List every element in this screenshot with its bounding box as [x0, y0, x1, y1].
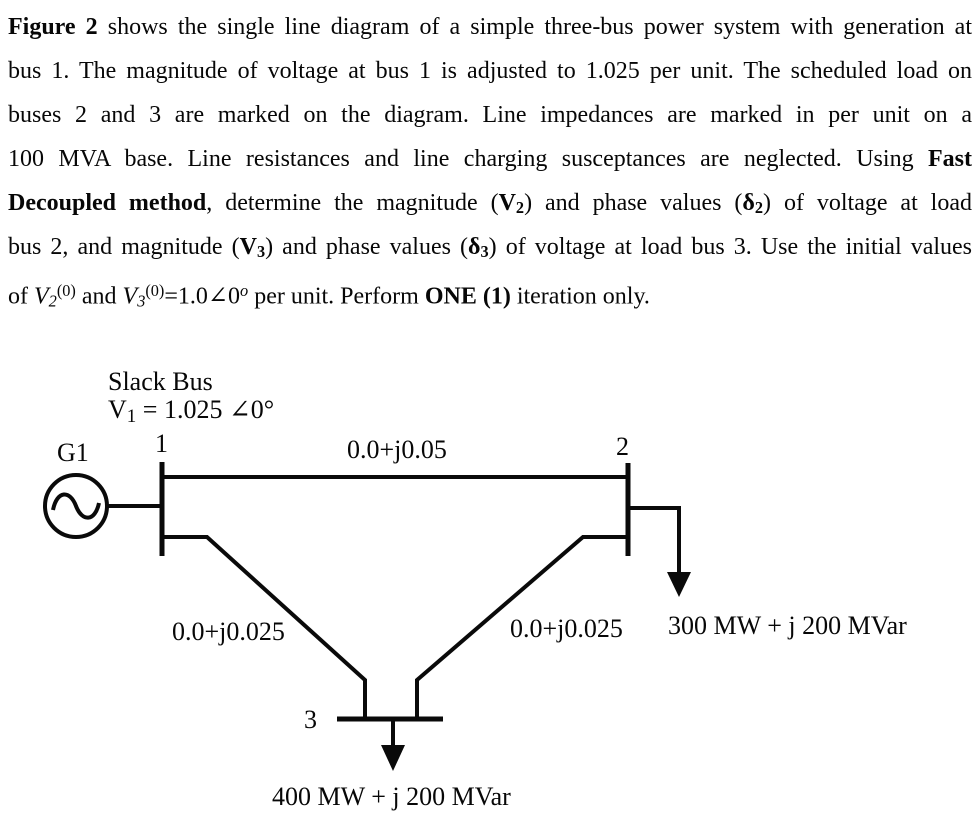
- problem-line-6: bus 2, and magnitude (V3) and phase values (δ3) of voltage at load bus 3. Use the initial values: [8, 234, 973, 261]
- problem-line-7: of V2$^{(0)}$ and $V3^{(0)}=1.0\angle 0^o$ per unit. Perform ONE (1) iteration only.: [8, 281, 650, 311]
- bus3-load-arrow-icon: [381, 745, 405, 771]
- problem-line-2: bus 1. The magnitude of voltage at bus 1 is adjusted to 1.025 per unit. The scheduled load on: [8, 58, 972, 84]
- problem-line-4: 100 MVA base. Line resistances and line charging susceptances are neglected. Using Fast: [8, 146, 972, 172]
- line-2-3-impedance-label: 0.0+j0.025: [510, 614, 623, 643]
- slack-voltage-label: V1 = 1.025 ∠0°: [108, 395, 275, 427]
- line-1-3-impedance-label: 0.0+j0.025: [172, 617, 285, 646]
- bus3-number: 3: [304, 705, 317, 734]
- bus2-number: 2: [616, 432, 629, 461]
- problem-line-3: buses 2 and 3 are marked on the diagram. Line impedances are marked in per unit on a: [8, 102, 972, 128]
- generator-label: G1: [57, 438, 89, 467]
- problem-line-5: Decoupled method, determine the magnitude (V2) and phase values (δ2) of voltage at load: [8, 190, 973, 217]
- bus2-load-label: 300 MW + j 200 MVar: [668, 611, 907, 640]
- bus2-load-arrow-icon: [667, 572, 691, 597]
- bus3-load-label: 400 MW + j 200 MVar: [272, 782, 511, 811]
- slack-bus-label: Slack Bus: [108, 367, 213, 396]
- bus1-number: 1: [155, 429, 168, 458]
- generator-sine-icon: [53, 494, 99, 517]
- problem-line-1: Figure 2 shows the single line diagram of a simple three-bus power system with generation at: [8, 14, 973, 40]
- bus2-load-feeder: [628, 508, 679, 574]
- line-1-2-impedance-label: 0.0+j0.05: [347, 435, 447, 464]
